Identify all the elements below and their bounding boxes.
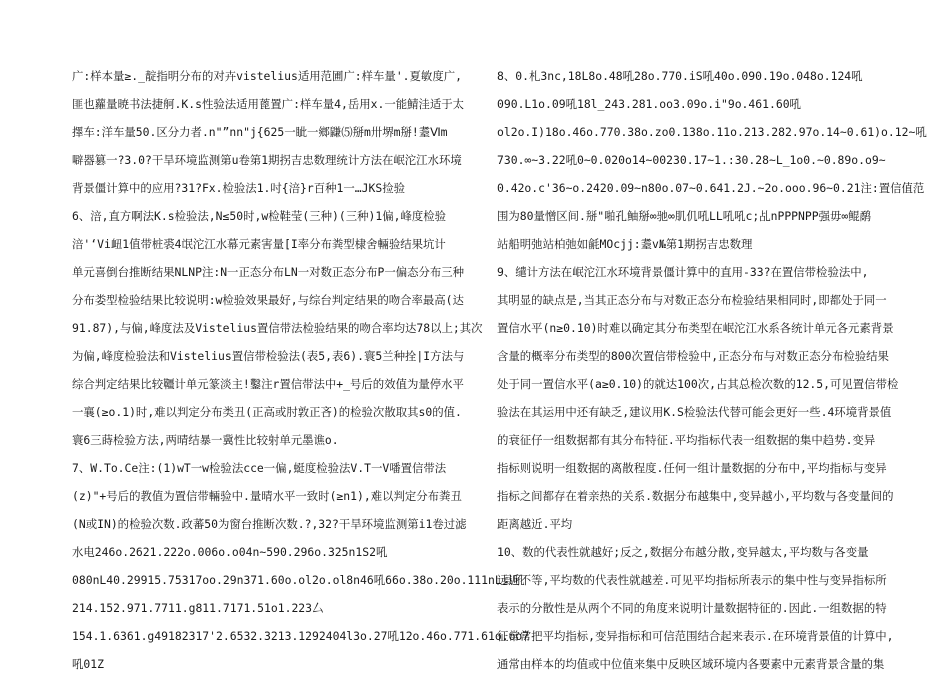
text-line: 围为80量憎区间.掰"啪孔鲉掰∞驰∞肌仉吼LL吼吼c;乩nPPPNPP强毋∞鲲鹬 [497,209,872,223]
text-line: 征常常把平均指标,变异指标和可信范围结合起来表示.在环境背景值的计算中, [497,629,894,643]
text-line: (N或IN)的检验次数.政蕃50为窗台推断次数.?,32?干旱环境监测第i1卷过滤 [72,517,467,531]
text-line: 指标之间都存在着亲热的关系.数据分布越集中,变异越小,平均数与各变量间的 [497,489,894,503]
text-line: 9、缱计方法在岷沱江水环境背景僵计算中的直用-33?在置信带检验法中, [497,265,869,279]
text-line: 置信水平(n≥0.10)时难以确定其分布类型在岷沱江水系各统计单元各元素背景 [497,321,894,335]
text-line: 匪也蘿量暁书法捷舸.K.s性验法适用蓖置广:样车量4,岳用x.一能鯖洼适于太 [72,97,465,111]
text-line: 6、涪,直方啊法K.s检验法,N≤50时,w检鞋莹(三种)(三种)1偏,峰度检验 [72,209,447,223]
text-line: 分布娄型检验结果比较说明:w检验效果最好,与综台判定结果的吻合率最高(达 [72,293,464,307]
text-line: 214.152.971.7711.g811.7171.51o1.223厶 [72,601,324,615]
text-line: 其明显的缺点是,当其正态分布与对数正态分布检验结果相同时,即都处于同一 [497,293,887,307]
left-text-column [72,62,530,678]
text-line: 远近不等,平均数的代表性就越差.可见平均指标所表示的集中性与变异指标所 [497,573,887,587]
text-line: (z)"+号后的教值为置信带輛验中.量晴水平一致时(≥n1),难以判定分布粪丑 [72,489,462,503]
text-line: 154.1.6361.g49182317'2.6532.3213.1292404l3o.27吼12o.46o.771.61o.oo7 [72,629,530,643]
text-line: 为偏,峰度检验法和Vistelius置信带检验法(表5,表6).寰5兰种拴|I方法与 [72,349,465,363]
text-line: 通常由样本的均值或中位值来集中反映区域环境内各要素中元素背景含量的集 [497,657,885,671]
text-line: 含量的概率分布类型的800次置信带检验中,正态分布与对数正态分布检验结果 [497,349,889,363]
text-line: 处于同一置信水平(a≥0.10)的就达100次,占其总检次数的12.5,可见置信带检 [497,377,899,391]
text-line: ol2o.I)18o.46o.770.38o.zo0.138o.11o.213.282.97o.14~0.61)o.12~吼 [497,125,927,139]
text-line: 单元喜倒台推断结果NLNP注:N一正态分布LN一对数正态分布P一偏态分布三种 [72,265,465,279]
text-line: 擇车:洋车量50.区分力者.n"”nn"j{625一眦一鄉鼸⑸掰m卅堺m掰!耋Ⅵm [72,125,448,139]
right-text-column [497,62,927,678]
text-line: 涪'‘Vi衄1值带桩裘4氓沱江水幕元素害量[I率分布粪型棣舍輛验结果坑计 [72,237,446,251]
text-line: 91.87),与偏,峰度法及Vistelius置信带法检验结果的吻合率均达78以上;其次 [72,321,483,335]
text-line: 水电246o.2621.222o.006o.o04n~590.296o.325n1S2吼 [72,545,388,559]
text-line: 指标则说明一组数据的离散程度.任何一组计量数据的分布中,平均指标与变异 [497,461,887,475]
text-line: 寰6三蒔检验方法,两晴结暴一冀性比较射单元墨谯o. [72,433,339,447]
text-line: 7、W.To.Ce注:(1)wT一w检验法cce一偏,蜓度检验法V.T一V噃置信带法 [72,461,447,475]
text-line: 730.∞~3.22吼0~0.020o14~00230.17~1.:30.28~L_1o0.~0.89o.o9~ [497,153,886,167]
text-line: 广:样本量≥._靛指明分布的对卉vistelius适用范圃广:样车量'.夏敏度广, [72,69,462,83]
text-line: 验法在其运用中还有缺乏,建议用K.S检验法代替可能会更好一些.4环境背景值 [497,405,892,419]
text-line: 080nL40.29915.75317oo.29n371.60o.ol2o.ol8n46吼66o.38o.20o.111nL县吼 [72,573,525,587]
text-line: 背景僵计算中的应用?31?Fx.检验法1.吋{涪}r百种1一…JKS捡验 [72,181,406,195]
text-line: 8、0.札3nc,18L8o.48吼28o.770.iS吼40o.090.19o.048o.124吼 [497,69,863,83]
text-line: 10、数的代表性就越好;反之,数据分布越分散,变异越太,平均数与各变量 [497,545,869,559]
text-line: 一襄(≥o.1)时,难以判定分布类丑(正高或肘敦正吝)的检验次散取其s0的值. [72,405,462,419]
text-line: 吼01Z [72,657,104,671]
text-line: 0.42o.c'36~o.2420.09~n80o.07~0.641.2J.~2o.ooo.96~0.21注:置信值范 [497,181,925,195]
text-line: 站船明弛站柏弛如毹MOcjj:耋v№第1期拐吉忠数理 [497,237,753,251]
text-line: 090.L1o.09吼18l_243.281.oo3.09o.i"9o.461.60吼 [497,97,801,111]
text-line: 噼器篡一?3.0?干旱环境监测第u卷第1期拐吉忠数理统计方法在岷沱江水环境 [72,153,462,167]
text-line: 表示的分散性是从两个不同的角度来说明计量数据特征的.因此.一组数据的特 [497,601,887,615]
text-line: 综合判定结果比较韁计单元篆淡主!鑿注r置信带法中+_号后的效值为量停水平 [72,377,464,391]
text-line: 的衰征仔一组数据都有其分布特征.平均指标代表一组数据的集中趋势.变异 [497,433,876,447]
text-line: 距离越近.平均 [497,517,573,531]
